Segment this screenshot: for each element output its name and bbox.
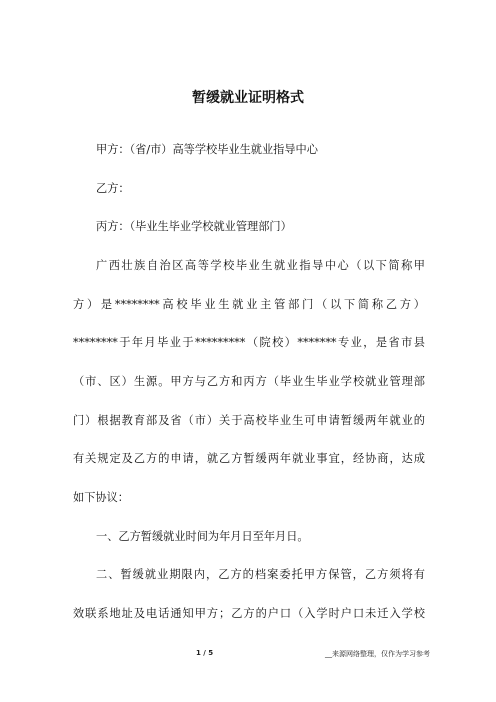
body-line: 方）是********高校毕业生就业主管部门（以下简称乙方） (73, 298, 425, 311)
footer-note: __来源网络整理，仅作为学习参考 (325, 650, 430, 658)
page-number: 1 / 5 (196, 649, 214, 657)
body-line: ********于年月毕业于*********（院校）*******专业，是省市县 (73, 336, 425, 349)
body-line: 如下协议： (73, 491, 129, 504)
body-line: 效联系地址及电话通知甲方；乙方的户口（入学时户口未迁入学校 (73, 607, 425, 620)
body-line: （市、区）生源。甲方与乙方和丙方（毕业生毕业学校就业管理部 (73, 375, 425, 388)
clause-one: 一、乙方暂缓就业时间为年月日至年月日。 (96, 530, 309, 543)
body-line: 门）根据教育部及省（市）关于高校毕业生可申请暂缓两年就业的 (73, 414, 425, 427)
party-c-line: 丙方：（毕业生毕业学校就业管理部门） (96, 220, 292, 233)
body-line: 有关规定及乙方的申请，就乙方暂缓两年就业事宜，经协商，达成 (73, 452, 425, 465)
party-a-line: 甲方：（省/市）高等学校毕业生就业指导中心 (96, 143, 318, 156)
clause-two: 二、暂缓就业期限内，乙方的档案委托甲方保管，乙方须将有 (96, 568, 425, 581)
document-title: 暂缓就业证明格式 (192, 90, 304, 106)
body-line: 广西壮族自治区高等学校毕业生就业指导中心（以下简称甲 (96, 259, 425, 272)
party-b-line: 乙方： (96, 182, 130, 195)
